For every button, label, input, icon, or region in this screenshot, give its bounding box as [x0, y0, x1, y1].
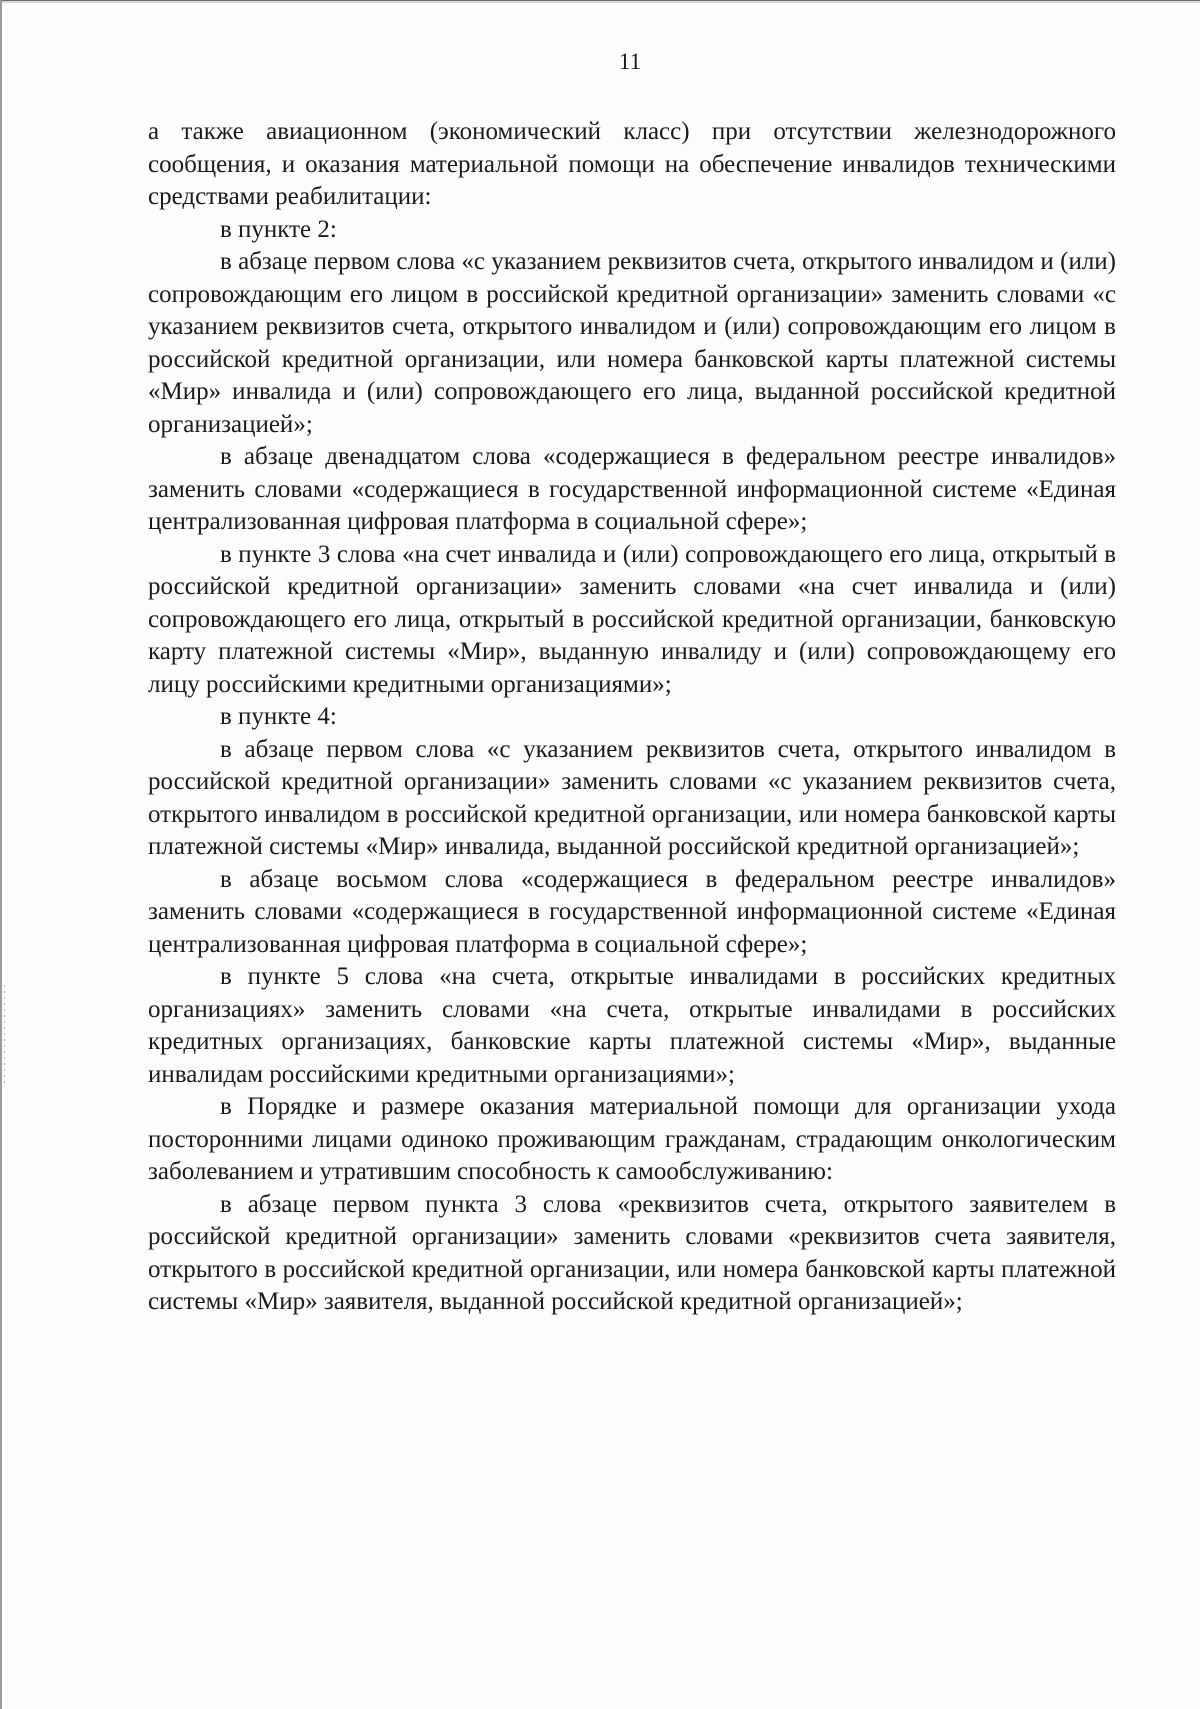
- paragraph-care-procedure-heading: в Порядке и размере оказания материальной помощи для организации ухода посторонними лицами одиноко проживающим гражданам, страдающим онкологическим заболеванием и утратившим способность к самообслуживанию:: [148, 1093, 1116, 1185]
- paragraph-item-2-heading: в пункте 2:: [220, 215, 337, 243]
- scan-left-marks: [4, 985, 5, 1085]
- paragraph-continuation: а также авиационном (экономический класс) при отсутствии железнодорожного сообщения, и оказания материальной помощи на обеспечение инвалидов техническими средствами реабилитации:: [148, 118, 1116, 210]
- paragraph-item-2-first-abzac: в абзаце первом слова «с указанием реквизитов счета, открытого инвалидом и (или) сопровождающим его лицом в российской кредитной организации» заменить словами «с указанием реквизитов счета, открытого инвалидом и (или) сопровождающим его лицом в российской кредитной организации, или номера банковской карты платежной системы «Мир» инвалида и (или) сопровождающего его лица, выданной российской кредитной организацией»;: [148, 248, 1116, 438]
- paragraph-care-procedure-item-3: в абзаце первом пункта 3 слова «реквизитов счета, открытого заявителем в российской кредитной организации» заменить словами «реквизитов счета заявителя, открытого в российской кредитной организации, или номера банковской карты платежной системы «Мир» заявителя, выданной российской кредитной организацией»;: [148, 1190, 1116, 1315]
- document-body: [148, 116, 1116, 1319]
- paragraph-item-3: в пункте 3 слова «на счет инвалида и (или) сопровождающего его лица, открытый в российской кредитной организации» заменить словами «на счет инвалида и (или) сопровождающего его лица, открытый в российской кредитной организации, банковскую карту платежной системы «Мир», выданную инвалиду и (или) сопровождающему его лицу российскими кредитными организациями»;: [148, 540, 1116, 698]
- scan-top-edge: [0, 0, 1200, 3]
- page-number: 11: [618, 49, 642, 74]
- paragraph-item-5: в пункте 5 слова «на счета, открытые инвалидами в российских кредитных организациях» заменить словами «на счета, открытые инвалидами в российских кредитных организациях, банковские карты платежной системы «Мир», выданные инвалидам российскими кредитными организациями»;: [148, 963, 1116, 1088]
- paragraph-item-2-twelfth-abzac: в абзаце двенадцатом слова «содержащиеся в федеральном реестре инвалидов» заменить словами «содержащиеся в государственной информационной системе «Единая централизованная цифровая платформа в социальной сфере»;: [148, 443, 1116, 535]
- scan-left-edge: [0, 0, 2, 1709]
- paragraph-item-4-heading: в пункте 4:: [220, 703, 337, 730]
- paragraph-item-4-eighth-abzac: в абзаце восьмом слова «содержащиеся в федеральном реестре инвалидов» заменить словами «содержащиеся в государственной информационной системе «Единая централизованная цифровая платформа в социальной сфере»;: [148, 865, 1116, 958]
- paragraph-item-4-first-abzac: в абзаце первом слова «с указанием реквизитов счета, открытого инвалидом в российской кредитной организации» заменить словами «с указанием реквизитов счета, открытого инвалидом в российской кредитной организации, или номера банковской карты платежной системы «Мир» инвалида, выданной российской кредитной организацией»;: [148, 735, 1116, 860]
